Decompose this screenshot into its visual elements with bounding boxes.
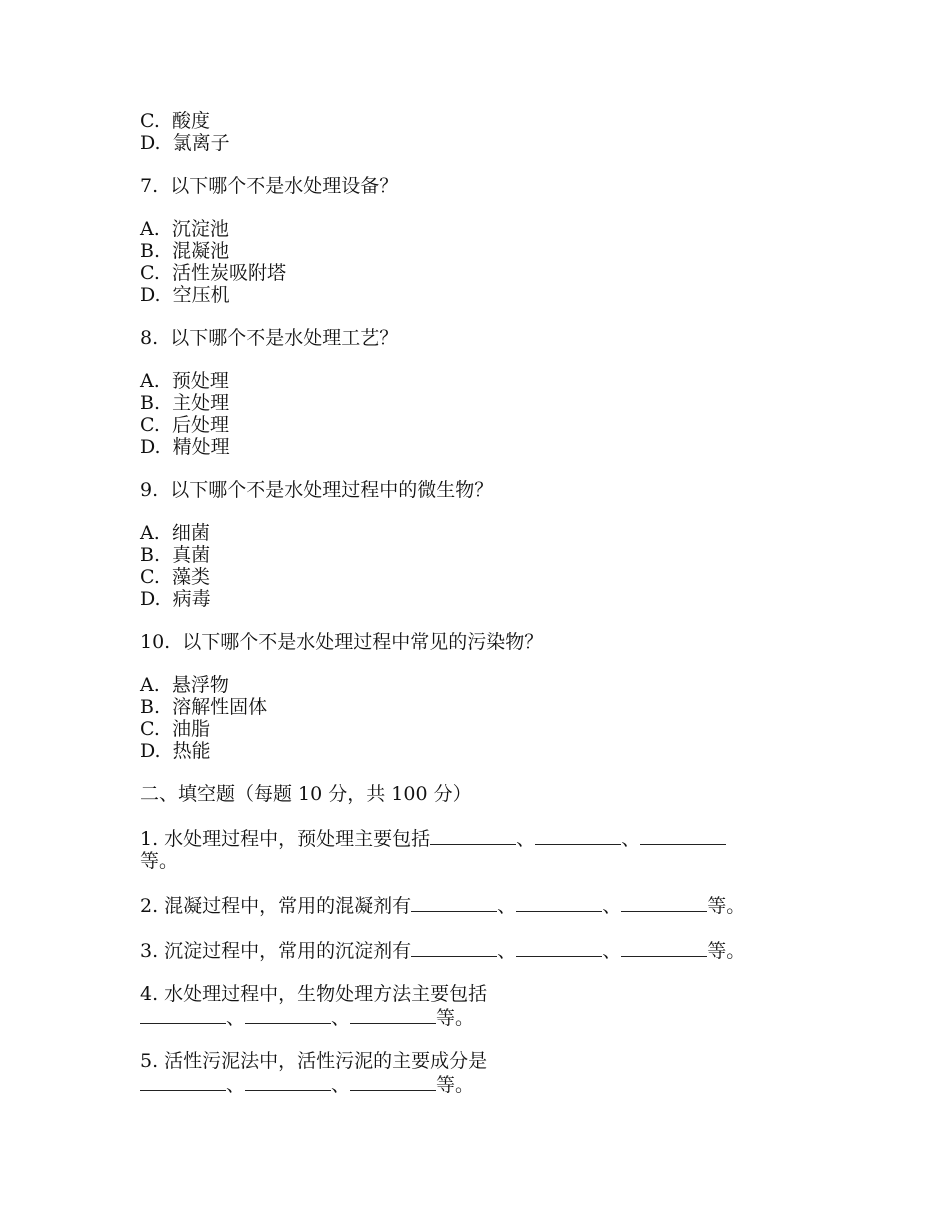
answer-blank bbox=[350, 1072, 436, 1091]
answer-blank bbox=[245, 1072, 331, 1091]
question-10: 10. 以下哪个不是水处理过程中常见的污染物？ bbox=[140, 631, 544, 653]
q8-option-b: B. 主处理 bbox=[140, 392, 230, 414]
question-7: 7. 以下哪个不是水处理设备？ bbox=[140, 175, 399, 197]
q9-option-a: A. 细菌 bbox=[140, 522, 210, 544]
q8-option-a: A. 预处理 bbox=[140, 370, 229, 392]
document-page bbox=[140, 110, 820, 1096]
option-c: C. 酸度 bbox=[140, 110, 210, 132]
q7-option-b: B. 混凝池 bbox=[140, 240, 230, 262]
answer-blank bbox=[140, 1072, 226, 1091]
section-2-heading: 二、填空题（每题 10 分，共 100 分） bbox=[140, 783, 472, 805]
question-9: 9. 以下哪个不是水处理过程中的微生物？ bbox=[140, 479, 494, 501]
q7-option-a: A. 沉淀池 bbox=[140, 218, 229, 240]
answer-blank bbox=[640, 826, 726, 845]
q10-option-d: D. 热能 bbox=[140, 740, 211, 762]
answer-blank bbox=[430, 826, 516, 845]
q9-option-c: C. 藻类 bbox=[140, 566, 210, 588]
q10-option-c: C. 油脂 bbox=[140, 718, 210, 740]
answer-blank bbox=[411, 893, 497, 912]
answer-blank bbox=[245, 1005, 331, 1024]
answer-blank bbox=[516, 938, 602, 957]
fill-question-2: 2. 混凝过程中，常用的混凝剂有 、 、 等。 bbox=[140, 895, 746, 917]
fill-question-4: 4. 水处理过程中，生物处理方法主要包括 、 、 等。 bbox=[140, 983, 488, 1029]
q10-option-b: B. 溶解性固体 bbox=[140, 696, 268, 718]
answer-blank bbox=[621, 938, 707, 957]
q10-option-a: A. 悬浮物 bbox=[140, 674, 229, 696]
q9-option-b: B. 真菌 bbox=[140, 544, 211, 566]
q9-option-d: D. 病毒 bbox=[140, 588, 211, 610]
fill-question-1: 1. 水处理过程中，预处理主要包括 、 、 等。 bbox=[140, 826, 820, 872]
answer-blank bbox=[140, 1005, 226, 1024]
fill-question-3: 3. 沉淀过程中，常用的沉淀剂有 、 、 等。 bbox=[140, 940, 746, 962]
q7-option-c: C. 活性炭吸附塔 bbox=[140, 262, 286, 284]
q8-option-c: C. 后处理 bbox=[140, 414, 229, 436]
answer-blank bbox=[350, 1005, 436, 1024]
option-d: D. 氯离子 bbox=[140, 132, 230, 154]
q7-option-d: D. 空压机 bbox=[140, 284, 230, 306]
question-8: 8. 以下哪个不是水处理工艺？ bbox=[140, 327, 399, 349]
answer-blank bbox=[621, 893, 707, 912]
fill-question-5: 5. 活性污泥法中，活性污泥的主要成分是 、 、 等。 bbox=[140, 1050, 488, 1096]
answer-blank bbox=[411, 938, 497, 957]
answer-blank bbox=[516, 893, 602, 912]
answer-blank bbox=[535, 826, 621, 845]
q8-option-d: D. 精处理 bbox=[140, 436, 230, 458]
